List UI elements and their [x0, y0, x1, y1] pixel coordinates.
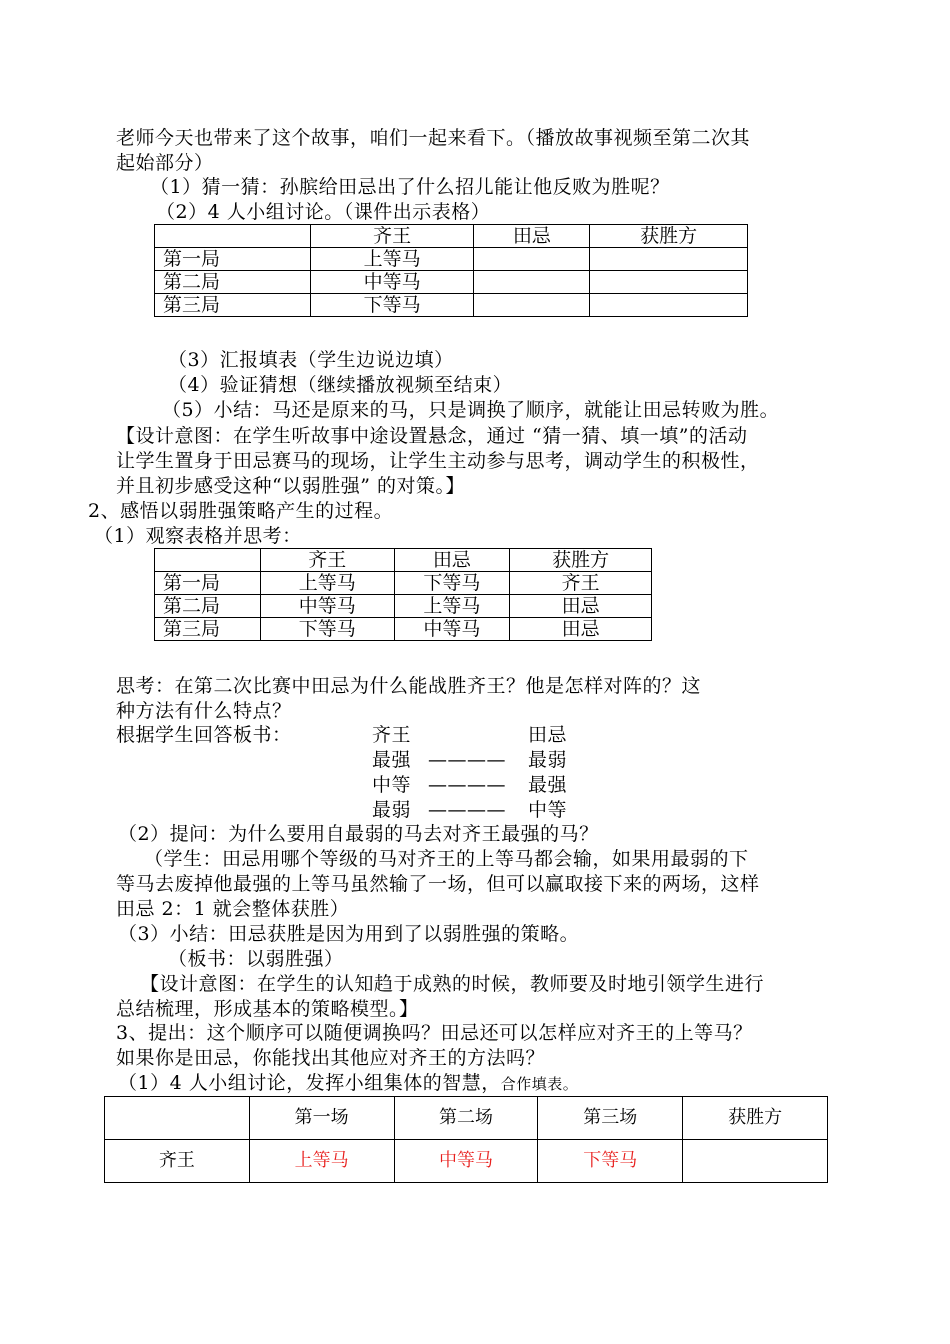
table-cell: 下等马	[394, 572, 510, 595]
table-header-cell	[155, 549, 261, 572]
board-left: 最弱	[372, 799, 412, 821]
think-question-line-2: 种方法有什么特点？	[116, 700, 292, 722]
table-cell-red: 下等马	[538, 1140, 683, 1183]
board-dash: ————	[428, 799, 506, 821]
board-label: 根据学生回答板书：	[116, 724, 292, 746]
section-3-line-1: 3、提出：这个顺序可以随便调换吗？田忌还可以怎样应对齐王的上等马？	[116, 1022, 753, 1044]
table-row	[155, 618, 652, 641]
table-cell: 上等马	[394, 595, 510, 618]
table-header-cell: 获胜方	[590, 225, 748, 248]
observe-prompt: （1）观察表格并思考：	[94, 525, 302, 547]
section-3-line-2: 如果你是田忌，你能找出其他应对齐王的方法吗？	[116, 1047, 546, 1069]
race-table-filled	[154, 548, 652, 641]
table-cell: 齐王	[510, 572, 652, 595]
design-intent-1-line-2: 让学生置身于田忌赛马的现场，让学生主动参与思考，调动学生的积极性，	[116, 450, 760, 472]
table-header-cell: 齐王	[260, 549, 394, 572]
group-task-small: 合作填表。	[500, 1075, 579, 1093]
think-question-line-1: 思考：在第二次比赛中田忌为什么能战胜齐王？他是怎样对阵的？这	[116, 675, 702, 697]
student-answer-line-2: 等马去废掉他最强的上等马虽然输了一场，但可以赢取接下来的两场，这样	[116, 873, 760, 895]
row-label-qi: 齐王	[105, 1140, 250, 1183]
section-2-heading: 2、感悟以弱胜强策略产生的过程。	[88, 500, 394, 522]
table-header-cell	[155, 225, 311, 248]
table-header-cell	[105, 1097, 250, 1140]
board-right: 最弱	[528, 749, 568, 771]
table-row	[155, 271, 748, 294]
table-cell	[474, 294, 590, 317]
table-header-cell: 第三场	[538, 1097, 683, 1140]
design-intent-2-line-1: 【设计意图：在学生的认知趋于成熟的时候，教师要及时地引领学生进行	[140, 973, 765, 995]
step-discuss: （2）4 人小组讨论。（课件出示表格）	[156, 201, 491, 223]
table-header-cell: 田忌	[474, 225, 590, 248]
board-dash: ————	[428, 774, 506, 796]
table-row	[155, 595, 652, 618]
table-header-cell: 齐王	[310, 225, 474, 248]
board-left: 中等	[372, 774, 412, 796]
step-guess: （1）猜一猜：孙膑给田忌出了什么招儿能让他反败为胜呢？	[150, 176, 670, 198]
round-label: 第一局	[155, 572, 261, 595]
board-head-qi: 齐王	[372, 724, 412, 746]
step-summary: （5）小结：马还是原来的马，只是调换了顺序，就能让田忌转败为胜。	[162, 399, 780, 421]
board-right: 最强	[528, 774, 568, 796]
table-header-row	[105, 1097, 828, 1140]
summary-3: （3）小结：田忌获胜是因为用到了以弱胜强的策略。	[118, 923, 580, 945]
step-verify: （4）验证猜想（继续播放视频至结束）	[168, 374, 513, 396]
board-head-tian: 田忌	[528, 724, 568, 746]
table-row	[155, 248, 748, 271]
table-header-row	[155, 549, 652, 572]
round-label: 第二局	[155, 271, 311, 294]
table-header-row	[155, 225, 748, 248]
board-writing: （板书：以弱胜强）	[168, 948, 344, 970]
table-header-cell: 田忌	[394, 549, 510, 572]
step-report: （3）汇报填表（学生边说边填）	[168, 349, 454, 371]
student-answer-line-3: 田忌 2：1 就会整体获胜）	[116, 898, 350, 920]
fill-in-table	[104, 1096, 828, 1183]
table-cell	[474, 248, 590, 271]
round-label: 第三局	[155, 618, 261, 641]
table-cell: 田忌	[510, 618, 652, 641]
table-header-cell: 获胜方	[510, 549, 652, 572]
board-left: 最强	[372, 749, 412, 771]
round-label: 第一局	[155, 248, 311, 271]
design-intent-1-line-3: 并且初步感受这种“以弱胜强” 的对策。】	[116, 475, 465, 497]
table-cell	[590, 248, 748, 271]
table-cell	[683, 1140, 828, 1183]
table-cell: 下等马	[310, 294, 474, 317]
table-cell-red: 中等马	[394, 1140, 538, 1183]
table-cell-red: 上等马	[249, 1140, 394, 1183]
student-answer-line-1: （学生：田忌用哪个等级的马对齐王的上等马都会输，如果用最弱的下	[144, 848, 749, 870]
table-header-cell: 第一场	[249, 1097, 394, 1140]
group-task	[118, 1071, 578, 1096]
design-intent-2-line-2: 总结梳理，形成基本的策略模型。】	[116, 998, 419, 1020]
table-cell: 中等马	[260, 595, 394, 618]
intro-line-1: 老师今天也带来了这个故事，咱们一起来看下。（播放故事视频至第二次其	[116, 127, 751, 149]
table-cell: 中等马	[394, 618, 510, 641]
design-intent-1-line-1: 【设计意图：在学生听故事中途设置悬念，通过 “猜一猜、填一填”的活动	[116, 425, 748, 447]
table-header-cell: 第二场	[394, 1097, 538, 1140]
race-table-blank	[154, 224, 748, 317]
board-dash: ————	[428, 749, 506, 771]
round-label: 第二局	[155, 595, 261, 618]
table-cell	[590, 271, 748, 294]
table-cell	[590, 294, 748, 317]
table-header-cell: 获胜方	[683, 1097, 828, 1140]
table-cell	[474, 271, 590, 294]
table-cell: 上等马	[260, 572, 394, 595]
intro-line-2: 起始部分）	[116, 152, 214, 174]
table-cell: 下等马	[260, 618, 394, 641]
table-row	[155, 294, 748, 317]
table-row	[105, 1140, 828, 1183]
table-cell: 中等马	[310, 271, 474, 294]
question-2: （2）提问：为什么要用自最弱的马去对齐王最强的马？	[118, 823, 599, 845]
round-label: 第三局	[155, 294, 311, 317]
table-row	[155, 572, 652, 595]
board-right: 中等	[528, 799, 568, 821]
table-cell: 田忌	[510, 595, 652, 618]
table-cell: 上等马	[310, 248, 474, 271]
group-task-main: （1）4 人小组讨论，发挥小组集体的智慧，	[118, 1072, 501, 1094]
